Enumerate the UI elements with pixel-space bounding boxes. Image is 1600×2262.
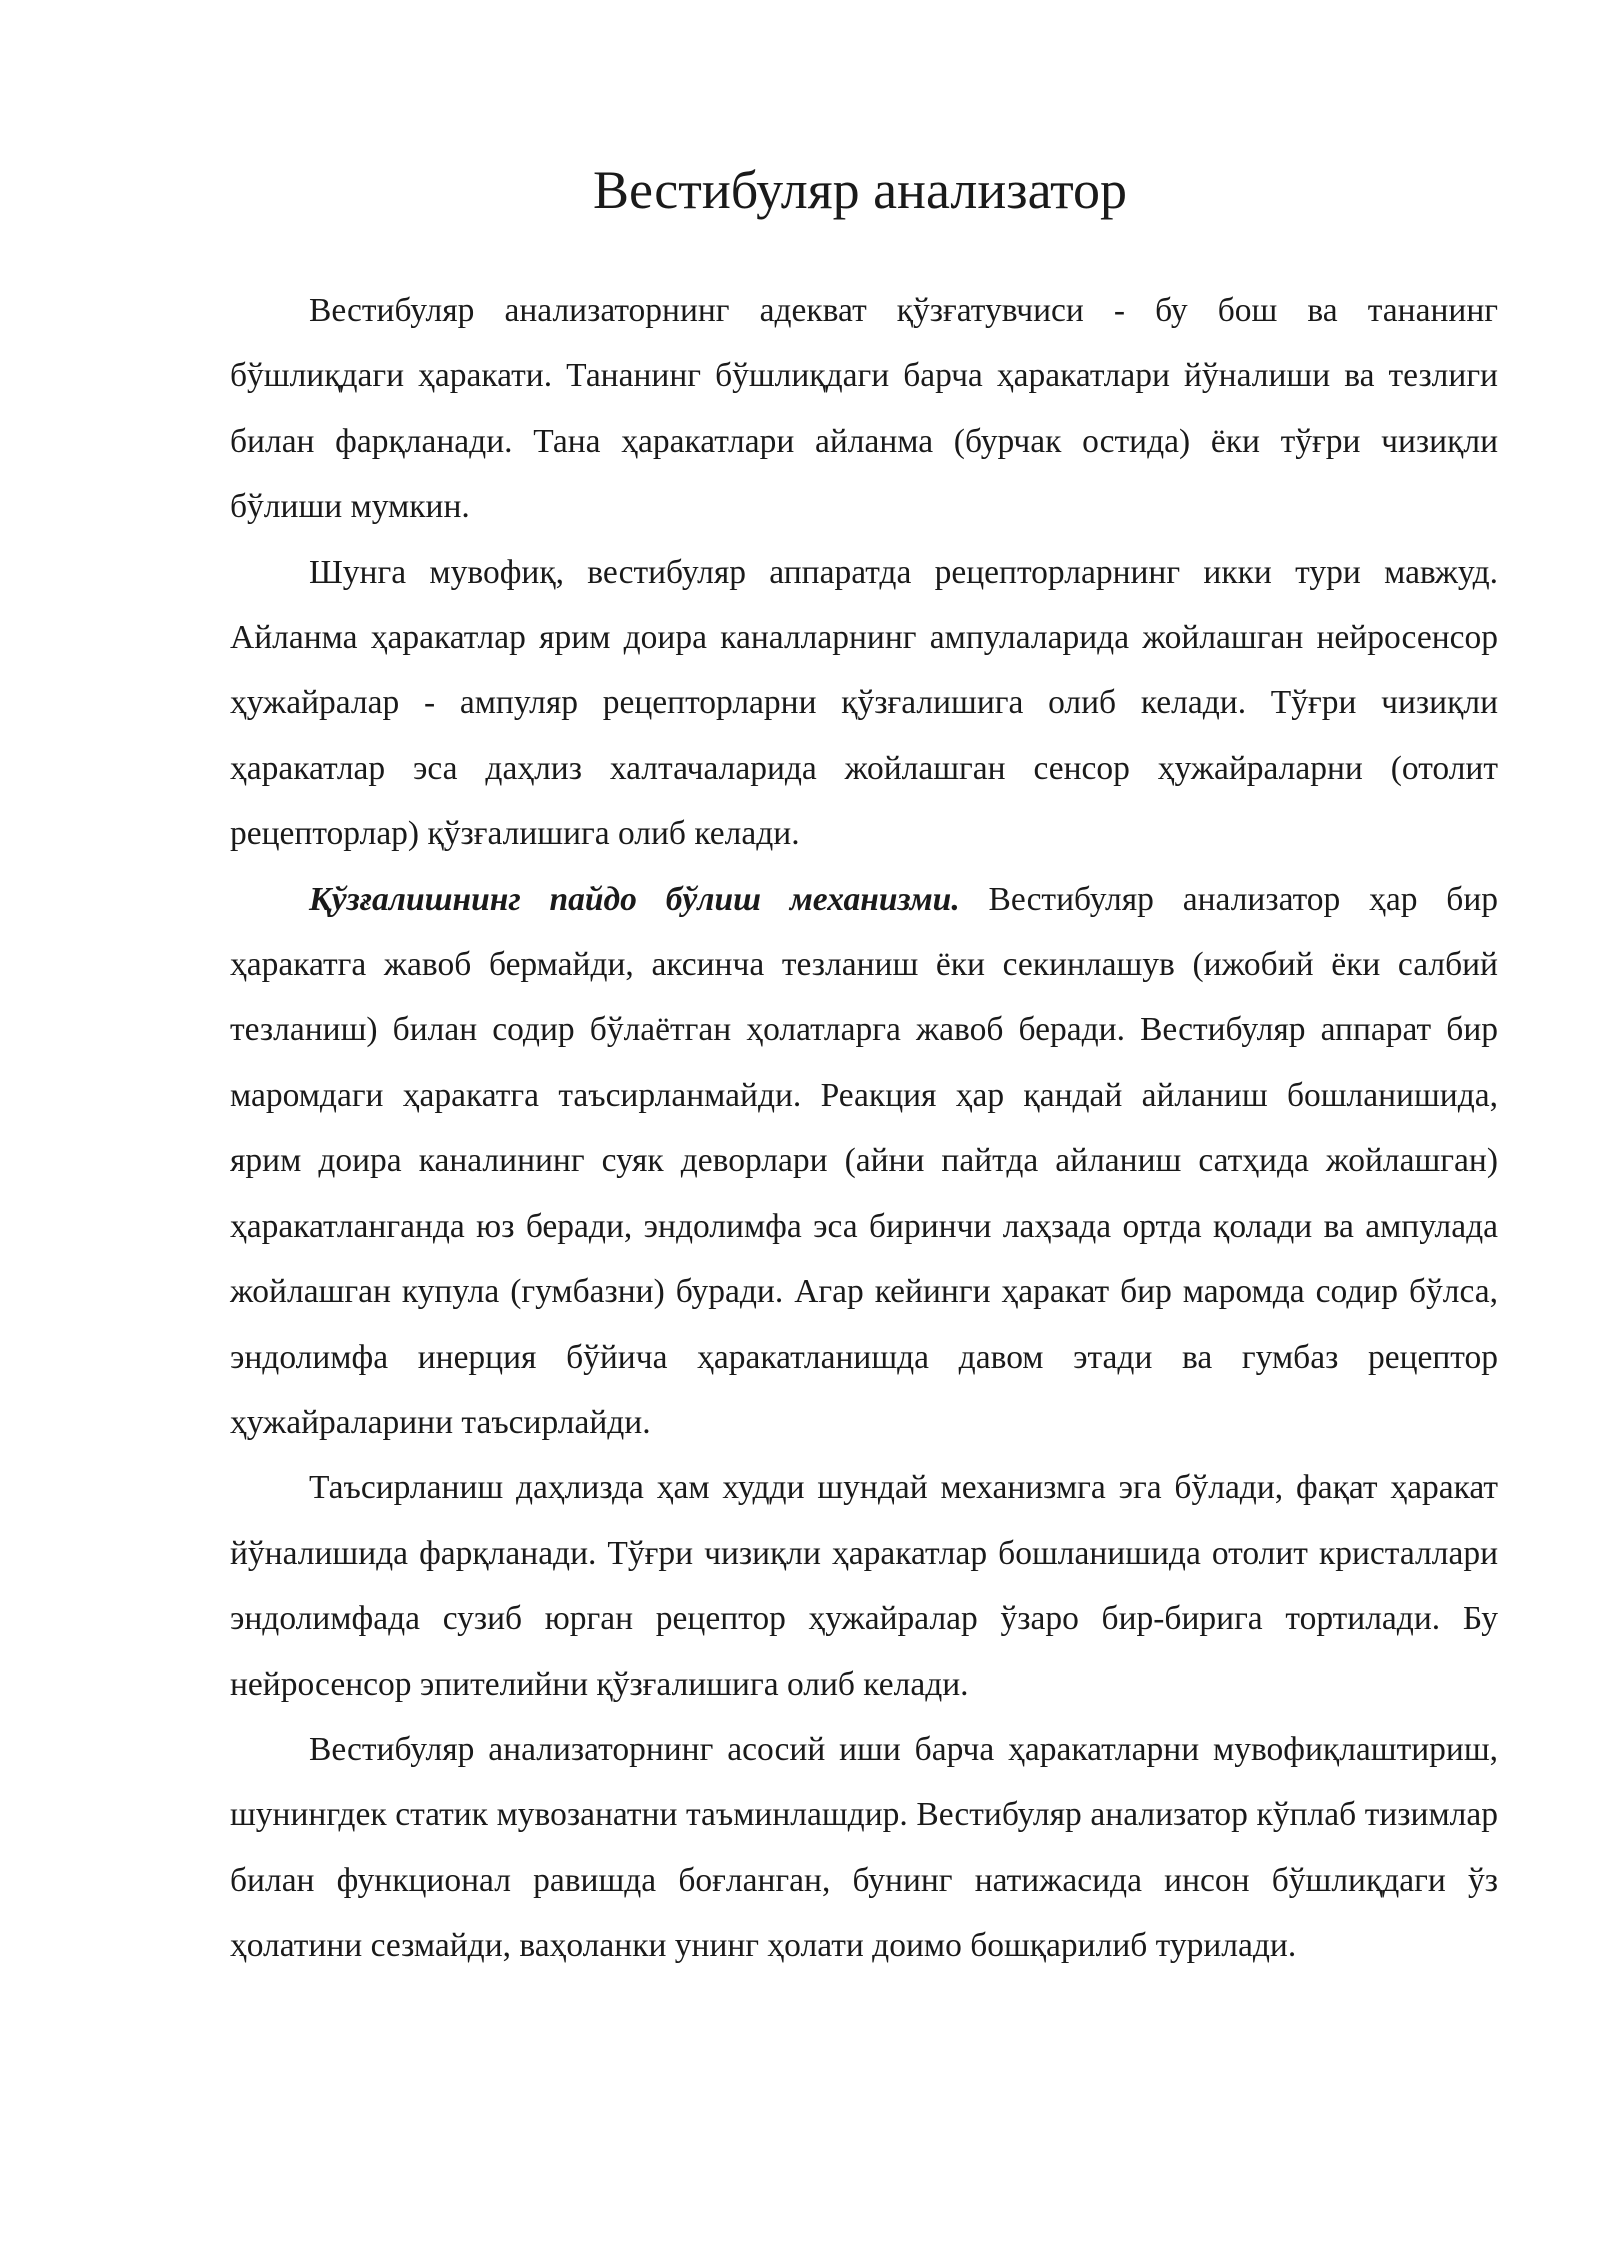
section-heading-inline: Қўзғалишнинг пайдо бўлиш механизми. — [309, 880, 960, 918]
paragraph-5 — [230, 1717, 1498, 1979]
paragraph-text: Вестибуляр анализаторнинг асосий иши барча ҳаракатларни мувофиқлаштириш, шунингдек статик мувозанатни таъминлашдир. Вестибуляр анализатор кўплаб тизимлар билан функционал равишда боғланган, бунинг натижасида инсон бўшлиқдаги ўз ҳолатини сезмайди, ваҳоланки унинг ҳолати доимо бошқарилиб турилади. — [230, 1730, 1498, 1965]
paragraph-text: Шунга мувофиқ, вестибуляр аппаратда рецепторларнинг икки тури мавжуд. Айланма ҳаракатлар ярим доира каналларнинг ампулаларида жойлашган нейросенсор ҳужайралар - ампуляр рецепторларни қўзғалишига олиб келади. Тўғри чизиқли ҳаракатлар эса даҳлиз халтачаларида жойлашган сенсор ҳужайраларни (отолит рецепторлар) қўзғалишига олиб келади. — [230, 553, 1498, 853]
paragraph-3 — [230, 867, 1498, 1456]
page-title: Вестибуляр анализатор — [592, 160, 1128, 220]
paragraph-text: Вестибуляр анализаторнинг адекват қўзғатувчиси - бу бош ва тананинг бўшлиқдаги ҳаракати. Тананинг бўшлиқдаги барча ҳаракатлари йўналиши ва тезлиги билан фарқланади. Тана ҳаракатлари айланма (бурчак остида) ёки тўғри чизиқли бўлиши мумкин. — [230, 292, 1498, 526]
paragraph-text: Вестибуляр анализатор ҳар бир ҳаракатга жавоб бермайди, аксинча тезланиш ёки секинлашув (ижобий ёки салбий тезланиш) билан содир бўлаётган ҳолатларга жавоб беради. Вестибуляр аппарат бир маромдаги ҳаракатга таъсирланмайди. Реакция ҳар қандай айланиш бошланишида, ярим доира каналининг суяк деворлари (айни пайтда айланиш сатҳида жойлашган) ҳаракатланганда юз беради, эндолимфа эса биринчи лаҳзада ортда қолади ва ампулада жойлашган купула (гумбазни) буради. Агар кейинги ҳаракат бир маромда содир бўлса, эндолимфа инерция бўйича ҳаракатланишда давом этади ва гумбаз рецептор ҳужайраларини таъсирлайди. — [230, 880, 1498, 1441]
paragraph-text: Таъсирланиш даҳлизда ҳам худди шундай механизмга эга бўлади, фақат ҳаракат йўналишида фарқланади. Тўғри чизиқли ҳаракатлар бошланишида отолит кристаллари эндолимфада сузиб юрган рецептор ҳужайралар ўзаро бир-бирига тортилади. Бу нейросенсор эпителийни қўзғалишига олиб келади. — [230, 1469, 1498, 1703]
document-body — [230, 278, 1498, 1979]
paragraph-2 — [230, 540, 1498, 867]
paragraph-1 — [230, 278, 1498, 540]
paragraph-4 — [230, 1455, 1498, 1717]
